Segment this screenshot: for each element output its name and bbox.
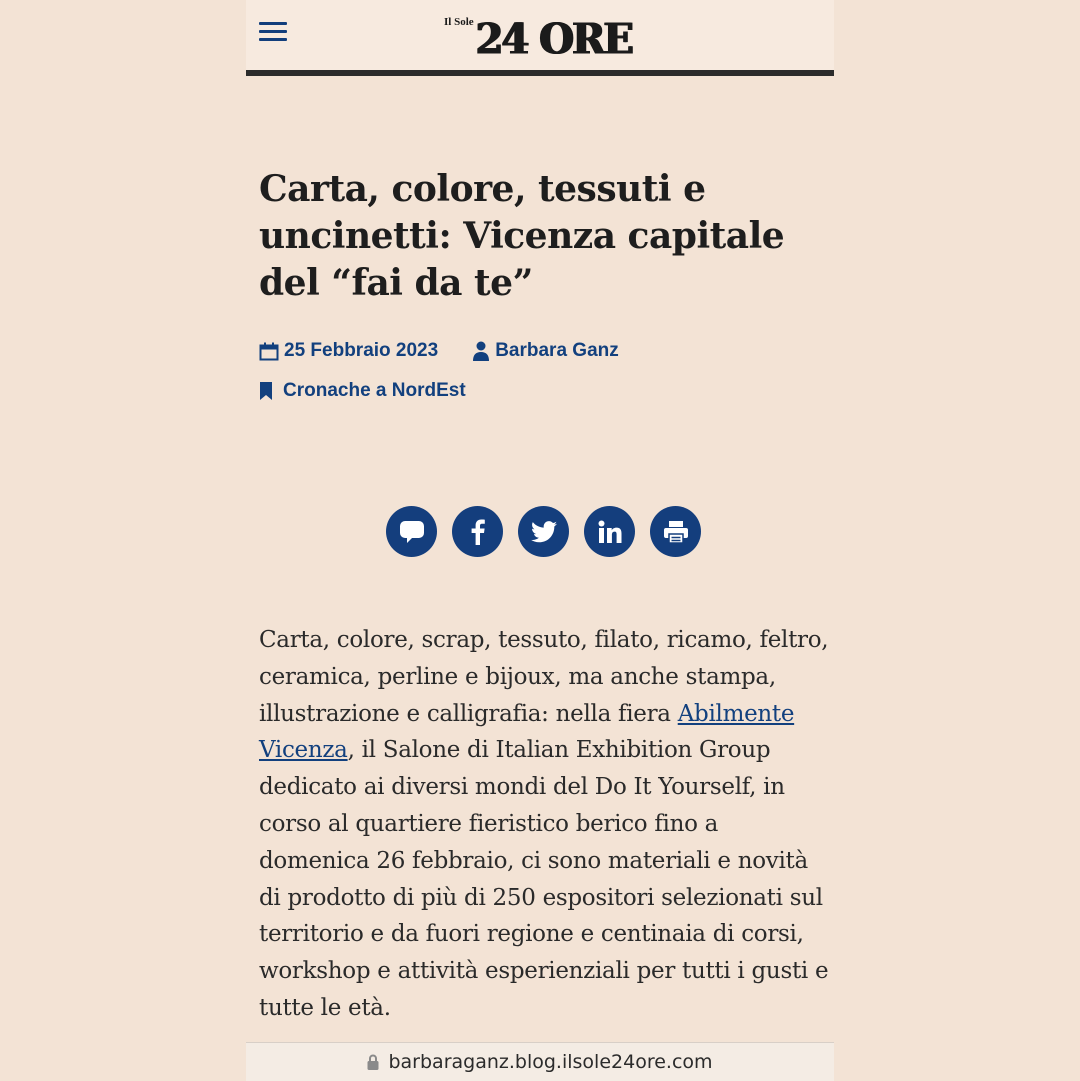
facebook-icon — [471, 519, 485, 545]
browser-url-bar[interactable] — [246, 1042, 834, 1081]
twitter-icon — [531, 521, 557, 543]
article-date — [259, 340, 438, 362]
article-title: Carta, colore, tessuti e uncinetti: Vicenza capitale del “fai da te” — [259, 168, 785, 304]
linkedin-icon — [598, 520, 622, 544]
abilmente-vicenza-link[interactable]: Abilmente Vicenza — [259, 700, 795, 764]
bookmark-icon — [259, 382, 273, 400]
site-logo[interactable] — [444, 8, 632, 65]
calendar-icon — [259, 342, 279, 361]
body-text-intro: Carta, colore, scrap, tessuto, filato, ricamo, feltro, ceramica, perline e bijoux, ma anche stampa, illustrazione e calligrafia: nella fiera — [259, 627, 829, 727]
print-icon — [663, 520, 689, 544]
article-category[interactable] — [259, 380, 466, 402]
linkedin-share-button[interactable] — [584, 506, 635, 557]
body-text-rest: , il Salone di Italian Exhibition Group dedicato ai diversi mondi del Do It Yourself, in corso al quartiere fieristico berico fino a domenica 26 febbraio, ci sono materiali e novità di prodotto di più di 250 espositori selezionati sul territorio e da fuori regione e centinaia di corsi, workshop e attività esperienziali per tutti i gusti e tutte le età. — [259, 737, 829, 1021]
site-header — [246, 0, 834, 70]
header-divider — [246, 70, 834, 76]
article-meta — [259, 338, 819, 418]
facebook-share-button[interactable] — [452, 506, 503, 557]
hamburger-menu-icon[interactable] — [259, 22, 287, 42]
print-button[interactable] — [650, 506, 701, 557]
comment-button[interactable] — [386, 506, 437, 557]
date-text: 25 Febbraio 2023 — [284, 340, 439, 361]
lock-icon — [367, 1054, 379, 1070]
logo-small-text: Il Sole — [444, 16, 474, 28]
share-bar — [386, 506, 716, 557]
logo-big-text: 24 ORE — [475, 14, 632, 65]
article-author[interactable] — [472, 340, 619, 362]
user-icon — [472, 341, 490, 361]
url-text: barbaraganz.blog.ilsole24ore.com — [388, 1051, 713, 1073]
category-name: Cronache a NordEst — [283, 380, 466, 401]
author-name: Barbara Ganz — [495, 340, 619, 361]
comment-icon — [399, 520, 425, 544]
twitter-share-button[interactable] — [518, 506, 569, 557]
article-body — [259, 622, 834, 1027]
phone-screen — [246, 0, 834, 1080]
